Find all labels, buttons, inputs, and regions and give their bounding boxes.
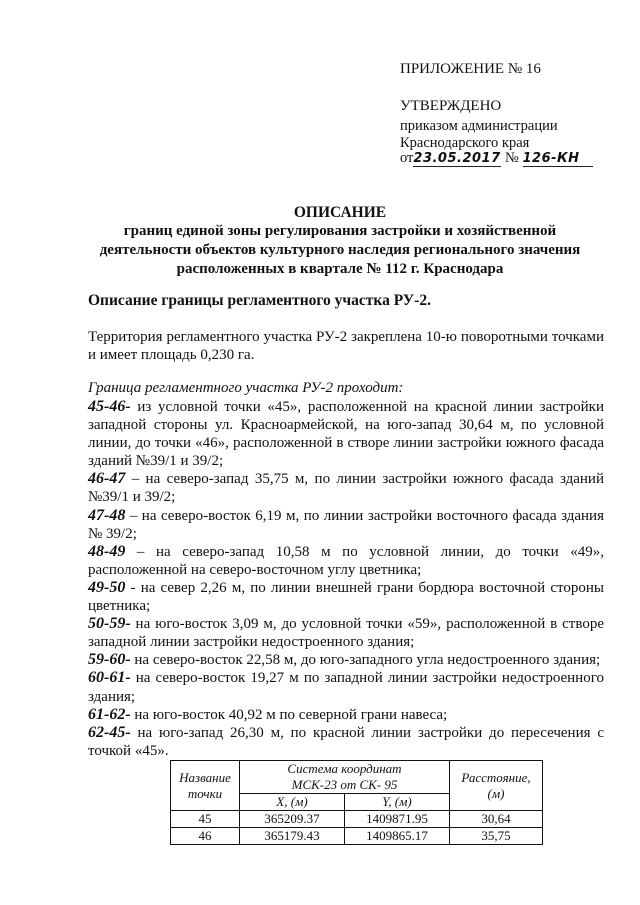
document-subtitle <box>80 222 600 279</box>
segment-text: - на север 2,26 м, по линии внешней грани бордюра восточной стороны цветника; <box>88 579 604 615</box>
order-date-number <box>400 150 593 167</box>
approved-label: УТВЕРЖДЕНО <box>400 98 502 114</box>
intro-text: Территория регламентного участка РУ-2 закреплена 10-ю поворотными точками и имеет площадь 0,230 га. <box>88 329 604 364</box>
segment-text: – на северо-запад 35,75 м, по линии застройки южного фасада зданий №39/1 и 39/2; <box>88 471 604 506</box>
subtitle-line-2: деятельности объектов культурного наследия регионального значения <box>99 242 581 258</box>
segment-code: 50-59- <box>88 615 131 633</box>
segment-text: на юго-восток 3,09 м, до условной точки «59», расположенной в створе западной линии застройки недостроенного здания; <box>88 616 604 651</box>
segment-item <box>88 669 604 705</box>
section-heading: Описание границы регламентного участка РУ-2. <box>88 292 431 309</box>
date-prefix: от <box>400 150 414 166</box>
cell-y: 1409871.95 <box>345 811 450 828</box>
document-title: ОПИСАНИЕ <box>293 204 387 221</box>
cell-y: 1409865.17 <box>345 828 450 845</box>
order-line-2: Краснодарского края <box>400 135 530 151</box>
header-system: Система координат МСК-23 от СК- 95 <box>240 761 450 794</box>
subtitle-line-1: границ единой зоны регулирования застройки и хозяйственной <box>123 223 557 239</box>
segment-code: 47-48 <box>88 506 126 524</box>
cell-point: 45 <box>171 811 240 828</box>
coordinates-table <box>170 760 543 845</box>
segment-item <box>88 507 604 543</box>
segment-code: 46-47 <box>88 470 126 488</box>
segment-code: 59-60- <box>88 651 131 669</box>
segment-text: на юго-восток 40,92 м по северной грани навеса; <box>130 706 448 723</box>
segment-item <box>88 651 604 669</box>
number-prefix: № <box>505 150 519 166</box>
segment-text: – на северо-восток 6,19 м, по линии застройки восточного фасада здания № 39/2; <box>88 507 604 542</box>
segment-code: 60-61- <box>88 669 131 687</box>
segment-item <box>88 724 604 760</box>
segment-code: 61-62- <box>88 705 131 723</box>
segment-list <box>88 398 604 760</box>
segment-code: 49-50 <box>88 578 126 596</box>
cell-x: 365179.43 <box>240 828 345 845</box>
segment-item <box>88 470 604 506</box>
segment-text: на северо-восток 19,27 м по западной линии застройки недостроенного здания; <box>88 670 604 705</box>
segment-item <box>88 543 604 579</box>
table-row <box>171 828 543 845</box>
segment-item <box>88 615 604 651</box>
subtitle-line-3: расположенных в квартале № 112 г. Краснодара <box>176 261 504 277</box>
segment-code: 62-45- <box>88 723 131 741</box>
segment-item <box>88 579 604 615</box>
order-line-1: приказом администрации <box>400 118 558 134</box>
segment-item <box>88 706 604 724</box>
header-x: X, (м) <box>240 794 345 811</box>
header-point: Название точки <box>171 761 240 811</box>
segment-text: – на северо-запад 10,58 м по условной линии, до точки «49», расположенной на северо-восточном углу цветника; <box>88 543 604 578</box>
route-heading: Граница регламентного участка РУ-2 проходит: <box>88 380 404 396</box>
handwritten-number: 126-КН <box>523 151 593 167</box>
segment-code: 48-49 <box>88 542 126 560</box>
appendix-number: ПРИЛОЖЕНИЕ № 16 <box>400 61 541 77</box>
header-y: Y, (м) <box>345 794 450 811</box>
segment-code: 45-46- <box>88 398 131 415</box>
header-distance: Расстояние, (м) <box>450 761 543 811</box>
cell-dist: 30,64 <box>450 811 543 828</box>
segment-text: на северо-восток 22,58 м, до юго-западного угла недостроенного здания; <box>130 652 601 669</box>
segment-item <box>88 398 604 470</box>
table-row <box>171 811 543 828</box>
segment-text: из условной точки «45», расположенной на красной линии застройки западной стороны ул. Красноармейской, на юго-запад 30,64 м, по условной линии, до точки «46», расположенной в створе линии застройки южного фасада зданий №39/1 и 39/2; <box>88 399 604 470</box>
cell-x: 365209.37 <box>240 811 345 828</box>
cell-dist: 35,75 <box>450 828 543 845</box>
handwritten-date: 23.05.2017 <box>413 151 501 166</box>
cell-point: 46 <box>171 828 240 845</box>
segment-text: на юго-запад 26,30 м, по красной линии застройки до пересечения с точкой «45». <box>88 724 604 759</box>
intro-paragraph <box>88 328 604 364</box>
